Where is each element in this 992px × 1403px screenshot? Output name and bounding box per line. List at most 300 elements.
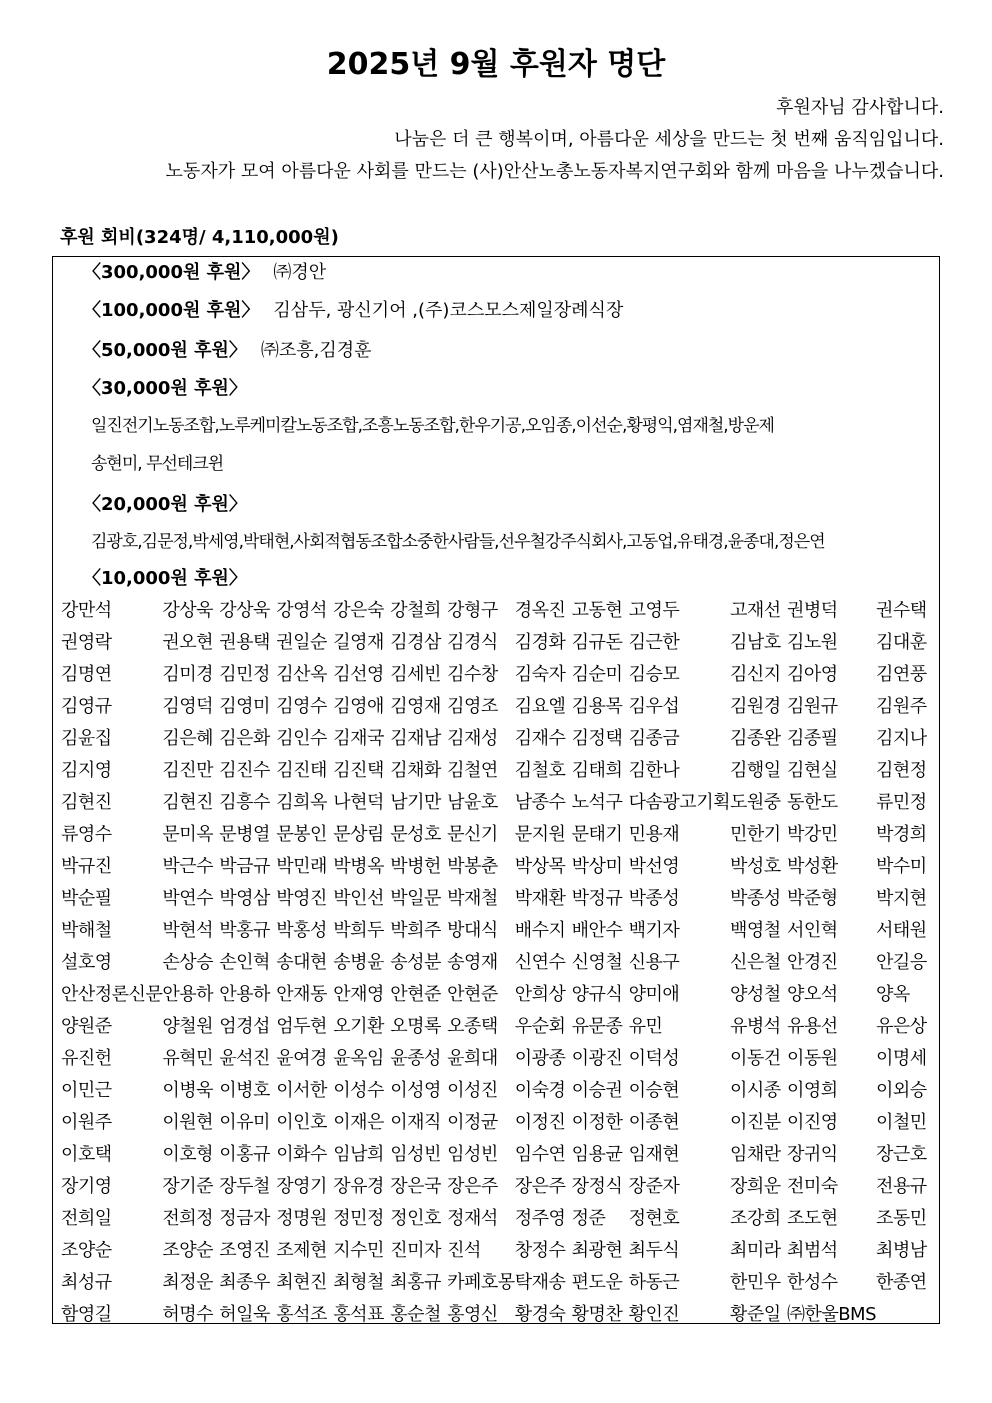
donor-name: 정명원	[276, 1208, 327, 1229]
donor-name: 황준일	[729, 1304, 781, 1325]
donor-name: 강상욱	[162, 600, 213, 621]
donor-name: 김숙자	[514, 664, 566, 685]
donor-name: 김승모	[628, 664, 680, 685]
donor-name: 홍영신	[447, 1304, 498, 1325]
tier-label: 〈20,000원 후원〉	[83, 494, 247, 515]
donor-name: 유민	[628, 1016, 663, 1037]
donor-name: 도원중	[729, 792, 781, 813]
donor-name: 최광현	[571, 1240, 623, 1261]
donor-name: 문상림	[333, 824, 384, 845]
donor-name: 김은혜	[162, 728, 213, 749]
donor-name: 양미애	[628, 984, 680, 1005]
intro-line: 나눔은 더 큰 행복이며, 아름다운 세상을 만드는 첫 번째 움직임입니다.	[394, 129, 944, 150]
donor-name: 박일문	[390, 888, 441, 909]
donor-name: 문지원	[514, 824, 566, 845]
donor-name: 배안수	[571, 920, 623, 941]
donor-name: 박희주	[390, 920, 441, 941]
donor-name: 김지나	[876, 728, 927, 749]
donor-name: 이성영	[390, 1080, 441, 1101]
donor-name: 조제현	[276, 1240, 327, 1261]
donor-name: 장은주	[447, 1176, 498, 1197]
donor-name: ㈜한울BMS	[786, 1304, 877, 1325]
donor-name: 우순회	[514, 1016, 566, 1037]
donor-name: 장은주	[514, 1176, 566, 1197]
section-heading: 후원 회비(324명/ 4,110,000원)	[60, 227, 339, 248]
donor-name: 최병남	[876, 1240, 927, 1261]
tier-300000	[83, 259, 326, 287]
donor-name: 이정한	[571, 1112, 623, 1133]
donor-name: 양철원	[162, 1016, 213, 1037]
tier-names-line: 김광호,김문정,박세영,박태현,사회적협동조합소중한사람들,선우철강주식회사,고동업,유태경,윤종대,정은연	[91, 532, 825, 552]
donor-name: 김은화	[219, 728, 270, 749]
donor-name: 유용선	[786, 1016, 838, 1037]
donor-name: 김한나	[628, 760, 680, 781]
donor-name: 김현실	[786, 760, 838, 781]
donor-name: 박선영	[628, 856, 680, 877]
donor-name: 김남호	[729, 632, 781, 653]
donor-name: 진석	[447, 1240, 481, 1261]
donor-name: 이외승	[876, 1080, 927, 1101]
donor-name: 카페호몽	[447, 1272, 515, 1293]
donor-name: 권병덕	[786, 600, 838, 621]
donor-name: 탁재송	[514, 1272, 566, 1293]
donor-name: 김요엘	[514, 696, 566, 717]
donor-name: 송대현	[276, 952, 327, 973]
donor-name: 박준형	[786, 888, 838, 909]
donor-name: 조동민	[876, 1208, 927, 1229]
donor-name: 하동근	[628, 1272, 680, 1293]
donor-name: 오명록	[390, 1016, 441, 1037]
donor-name: 조영진	[219, 1240, 270, 1261]
donor-name: 김경화	[514, 632, 566, 653]
donor-name: 이동건	[729, 1048, 781, 1069]
donor-name: 이철민	[876, 1112, 927, 1133]
donor-name: 김신지	[729, 664, 781, 685]
donor-name: 박경희	[876, 824, 927, 845]
donor-name: 임채란	[729, 1144, 781, 1165]
donor-name: 전희정	[162, 1208, 213, 1229]
donor-grid-10000	[61, 595, 933, 1331]
donor-name: 장귀익	[786, 1144, 838, 1165]
donor-name: 김영조	[447, 696, 498, 717]
donor-name: 전미숙	[786, 1176, 838, 1197]
donor-name: 손인혁	[219, 952, 270, 973]
donor-name: 동한도	[786, 792, 838, 813]
donor-name: 장기영	[61, 1176, 112, 1197]
donor-name: 김미경	[162, 664, 213, 685]
donor-name: 안용하	[162, 984, 213, 1005]
donor-name: 민한기	[729, 824, 781, 845]
donor-name: 김민정	[219, 664, 270, 685]
donor-name: 장유경	[333, 1176, 384, 1197]
intro-message	[166, 92, 944, 188]
donor-name: 양성철	[729, 984, 781, 1005]
donor-name: 조도현	[786, 1208, 838, 1229]
donor-name: 김연풍	[876, 664, 927, 685]
donor-name: 한종연	[876, 1272, 927, 1293]
donor-name: 안재동	[276, 984, 327, 1005]
donor-name: 이영희	[786, 1080, 838, 1101]
donor-name: 장근호	[876, 1144, 927, 1165]
donor-name: 박성호	[729, 856, 781, 877]
donor-name: 안산정론신문	[61, 984, 163, 1005]
donor-name: 김종완	[729, 728, 781, 749]
donor-name: 문신기	[447, 824, 498, 845]
donor-name: 이재은	[333, 1112, 384, 1133]
tier-10000	[83, 565, 247, 593]
donor-name: 이성수	[333, 1080, 384, 1101]
donor-name: 강만석	[61, 600, 112, 621]
donor-name: 조양순	[162, 1240, 213, 1261]
donor-name: 진미자	[390, 1240, 441, 1261]
donor-name: 박민래	[276, 856, 327, 877]
donor-name: 길영재	[333, 632, 384, 653]
donor-name: 이민근	[61, 1080, 112, 1101]
donor-name: 정주영	[514, 1208, 566, 1229]
donor-name: 강은숙	[333, 600, 384, 621]
donor-name: 김재성	[447, 728, 498, 749]
donor-name: 김재남	[390, 728, 441, 749]
donor-name: 김원주	[876, 696, 927, 717]
donor-name: 정재석	[447, 1208, 498, 1229]
donor-name: 한민우	[729, 1272, 781, 1293]
donor-name: 박병헌	[390, 856, 441, 877]
donor-name: 서태원	[876, 920, 927, 941]
donor-name: 유은상	[876, 1016, 927, 1037]
donor-name: 손상승	[162, 952, 213, 973]
tier-label: 〈30,000원 후원〉	[83, 378, 247, 399]
donor-name: 김아영	[786, 664, 838, 685]
tier-names: 김삼두, 광신기어 ,(주)코스모스제일장례식장	[273, 300, 624, 321]
donor-name: 김산옥	[276, 664, 327, 685]
donor-name: 정금자	[219, 1208, 270, 1229]
donor-name: 유혁민	[162, 1048, 213, 1069]
tier-30000-names	[91, 407, 774, 483]
donor-name: 박연수	[162, 888, 213, 909]
donor-name: 정현호	[628, 1208, 680, 1229]
donor-name: 양규식	[571, 984, 623, 1005]
donor-name: 최정운	[162, 1272, 213, 1293]
donor-name: 경옥진	[514, 600, 566, 621]
donor-name: 정준	[571, 1208, 606, 1229]
donor-name: 박현석	[162, 920, 213, 941]
donor-name: 이병호	[219, 1080, 270, 1101]
donor-name: 박종성	[628, 888, 680, 909]
donor-name: 김영애	[333, 696, 384, 717]
donor-name: 류영수	[61, 824, 112, 845]
tier-100000	[83, 297, 623, 325]
donor-name: 김인수	[276, 728, 327, 749]
donor-name: 윤옥임	[333, 1048, 384, 1069]
donor-name: 박희두	[333, 920, 384, 941]
donor-name: 박지현	[876, 888, 927, 909]
donor-name: 김진만	[162, 760, 213, 781]
donor-name: 유진헌	[61, 1048, 112, 1069]
donor-name: 신은철	[729, 952, 781, 973]
donor-name: 최현진	[276, 1272, 327, 1293]
donor-name: 김노원	[786, 632, 838, 653]
donor-name: 김규돈	[571, 632, 623, 653]
tier-20000-names	[91, 523, 825, 561]
donor-name: 홍석조	[276, 1304, 327, 1325]
donor-name: 박상목	[514, 856, 566, 877]
donor-name: 이성진	[447, 1080, 498, 1101]
donor-name: 이홍규	[219, 1144, 270, 1165]
donor-name: 장기준	[162, 1176, 213, 1197]
donor-name: 홍석표	[333, 1304, 384, 1325]
donor-name: 유문종	[571, 1016, 623, 1037]
donor-name: 김명연	[61, 664, 112, 685]
donor-name: 김우섭	[628, 696, 680, 717]
page-title: 2025년 9월 후원자 명단	[326, 47, 666, 82]
donor-name: 박규진	[61, 856, 112, 877]
intro-line: 노동자가 모여 아름다운 사회를 만드는 (사)안산노총노동자복지연구회와 함께 마음을 나누겠습니다.	[165, 161, 944, 182]
donor-name: 강상욱	[219, 600, 270, 621]
donor-name: 권일순	[276, 632, 327, 653]
donor-name: 김지영	[61, 760, 112, 781]
donor-name: 이병욱	[162, 1080, 213, 1101]
donor-name: 김재국	[333, 728, 384, 749]
intro-line: 후원자님 감사합니다.	[776, 97, 944, 118]
donor-name: 박영진	[276, 888, 327, 909]
donor-name: 김윤집	[61, 728, 112, 749]
donor-name: 김영수	[276, 696, 327, 717]
donor-name: 전용규	[876, 1176, 927, 1197]
donor-name: 이숙경	[514, 1080, 566, 1101]
donor-name: 방대식	[447, 920, 498, 941]
tier-label: 〈300,000원 후원〉	[83, 262, 260, 283]
donor-name: 박영삼	[219, 888, 270, 909]
donor-name: 남기만	[390, 792, 441, 813]
donor-name: 남종수	[514, 792, 566, 813]
donor-name: 박정규	[571, 888, 623, 909]
tier-label: 〈100,000원 후원〉	[83, 300, 260, 321]
tier-50000	[83, 337, 372, 365]
donor-name: 이원주	[61, 1112, 112, 1133]
donor-name: 박강민	[786, 824, 838, 845]
donor-name: 신용구	[628, 952, 680, 973]
donor-name: 이정균	[447, 1112, 498, 1133]
donor-name: 배수지	[514, 920, 566, 941]
donor-name: 윤석진	[219, 1048, 270, 1069]
donor-name: 김수창	[447, 664, 498, 685]
donor-name: 이인호	[276, 1112, 327, 1133]
donor-name: 신영철	[571, 952, 623, 973]
tier-names: ㈜경안	[273, 262, 327, 283]
donor-name: 장정식	[571, 1176, 623, 1197]
donor-name: 이호택	[61, 1144, 112, 1165]
donor-name: 김영재	[390, 696, 441, 717]
donor-name: 이유미	[219, 1112, 270, 1133]
donor-name: 이재직	[390, 1112, 441, 1133]
donor-name: 김원경	[729, 696, 781, 717]
donor-name: 양원준	[61, 1016, 112, 1037]
donor-name: 박근수	[162, 856, 213, 877]
donor-name: 김채화	[390, 760, 441, 781]
donor-name: 김정택	[571, 728, 623, 749]
donor-name: 송성분	[390, 952, 441, 973]
donor-name: 김순미	[571, 664, 623, 685]
donor-name: 이정진	[514, 1112, 566, 1133]
donor-name: 김근한	[628, 632, 680, 653]
donor-name: 강영석	[276, 600, 327, 621]
donor-name: 최홍규	[390, 1272, 441, 1293]
donor-name: 김태희	[571, 760, 623, 781]
donor-name: 임성빈	[447, 1144, 498, 1165]
donor-name: 최형철	[333, 1272, 384, 1293]
donor-name: 이진분	[729, 1112, 781, 1133]
donor-name: 노석구	[571, 792, 623, 813]
donor-name: 류민정	[876, 792, 927, 813]
donor-name: 장준자	[628, 1176, 680, 1197]
donor-name: 박수미	[876, 856, 927, 877]
donor-name: 박상미	[571, 856, 623, 877]
donor-name: 안용하	[219, 984, 270, 1005]
donor-name: 홍순철	[390, 1304, 441, 1325]
donor-name: 윤여경	[276, 1048, 327, 1069]
donor-name: 함영길	[61, 1304, 112, 1325]
donor-name: 이시종	[729, 1080, 781, 1101]
donor-name: 서인혁	[786, 920, 838, 941]
donor-name: 문미옥	[162, 824, 213, 845]
donor-name: 김종필	[786, 728, 838, 749]
donor-name: 다솜광고기획	[628, 792, 730, 813]
donor-name: 김경삼	[390, 632, 441, 653]
donor-name: 김영규	[61, 696, 112, 717]
donor-name: 권오현	[162, 632, 213, 653]
tier-names-line: 일진전기노동조합,노루케미칼노동조합,조흥노동조합,한우기공,오임종,이선순,황평익,염재철,방운제	[91, 416, 774, 436]
donor-name: 유병석	[729, 1016, 781, 1037]
tier-names-line: 송현미, 무선테크윈	[91, 454, 224, 474]
donor-name: 편도운	[571, 1272, 623, 1293]
donor-name: 박봉춘	[447, 856, 498, 877]
tier-label: 〈50,000원 후원〉	[83, 340, 247, 361]
donor-name: 장은국	[390, 1176, 441, 1197]
donor-name: 박종성	[729, 888, 781, 909]
donor-name: 이승현	[628, 1080, 680, 1101]
donor-name: 박병옥	[333, 856, 384, 877]
donor-name: 지수민	[333, 1240, 384, 1261]
donor-name: 강형구	[447, 600, 498, 621]
donor-name: 이광진	[571, 1048, 623, 1069]
donor-name: 양오석	[786, 984, 838, 1005]
donor-name: 허명수	[162, 1304, 213, 1325]
donor-name: 김진수	[219, 760, 270, 781]
donor-name: 정민정	[333, 1208, 384, 1229]
donor-name: 박홍규	[219, 920, 270, 941]
donor-name: 임용균	[571, 1144, 623, 1165]
donor-name: 허일욱	[219, 1304, 270, 1325]
donor-name: 박인선	[333, 888, 384, 909]
donor-name: 한성수	[786, 1272, 838, 1293]
donor-name: 최성규	[61, 1272, 112, 1293]
donor-name: 전희일	[61, 1208, 112, 1229]
donor-name: 윤종성	[390, 1048, 441, 1069]
donor-name: 고동현	[571, 600, 623, 621]
donor-name: 이광종	[514, 1048, 566, 1069]
donor-name: 김선영	[333, 664, 384, 685]
donor-name: 김철호	[514, 760, 566, 781]
donor-name: 박홍성	[276, 920, 327, 941]
donor-name: 송영재	[447, 952, 498, 973]
donor-name: 김현진	[162, 792, 213, 813]
tier-20000	[83, 491, 247, 519]
donor-name: 양옥	[876, 984, 910, 1005]
donor-name: 김진택	[333, 760, 384, 781]
donor-name: 박재환	[514, 888, 566, 909]
donor-name: 황경숙	[514, 1304, 566, 1325]
donor-name: 최미라	[729, 1240, 781, 1261]
donor-name: 김대훈	[876, 632, 927, 653]
donor-name: 황인진	[628, 1304, 680, 1325]
donor-name: 김용목	[571, 696, 623, 717]
donor-name: 고재선	[729, 600, 781, 621]
donor-name: 엄경섭	[219, 1016, 270, 1037]
donor-name: 박금규	[219, 856, 270, 877]
donor-name: 오종택	[447, 1016, 498, 1037]
donor-name: 김진태	[276, 760, 327, 781]
donor-name: 이명세	[876, 1048, 927, 1069]
donor-name: 김행일	[729, 760, 781, 781]
tier-names: ㈜조흥,김경훈	[260, 340, 372, 361]
donor-name: 이호형	[162, 1144, 213, 1165]
donor-name: 김원규	[786, 696, 838, 717]
donor-name: 남윤호	[447, 792, 498, 813]
donor-name: 박성환	[786, 856, 838, 877]
donor-name: 민용재	[628, 824, 680, 845]
donor-name: 김재수	[514, 728, 566, 749]
donor-name: 문태기	[571, 824, 623, 845]
donor-name: 임재현	[628, 1144, 680, 1165]
donor-name: 이종현	[628, 1112, 680, 1133]
tier-30000	[83, 375, 247, 403]
donor-name: 백영철	[729, 920, 781, 941]
donor-name: 안길응	[876, 952, 927, 973]
tier-label: 〈10,000원 후원〉	[83, 568, 247, 589]
donor-name: 이동원	[786, 1048, 838, 1069]
donor-name: 이진영	[786, 1112, 838, 1133]
donor-name: 김희옥	[276, 792, 327, 813]
donor-name: 박순필	[61, 888, 112, 909]
donor-name: 김영미	[219, 696, 270, 717]
donor-name: 김종금	[628, 728, 680, 749]
donor-name: 김현정	[876, 760, 927, 781]
donor-name: 윤희대	[447, 1048, 498, 1069]
donor-name: 임남희	[333, 1144, 384, 1165]
donor-name: 조강희	[729, 1208, 781, 1229]
donor-name: 박해철	[61, 920, 112, 941]
donor-name: 조양순	[61, 1240, 112, 1261]
donor-name: 안현준	[447, 984, 498, 1005]
donor-name: 나현덕	[333, 792, 384, 813]
donor-name: 김세빈	[390, 664, 441, 685]
donor-name: 권용택	[219, 632, 270, 653]
donor-name: 권영락	[61, 632, 112, 653]
donor-name: 안경진	[786, 952, 838, 973]
donor-name: 장희운	[729, 1176, 781, 1197]
donor-name: 황명찬	[571, 1304, 623, 1325]
donor-name: 강철희	[390, 600, 441, 621]
donor-name: 문봉인	[276, 824, 327, 845]
donor-name: 권수택	[876, 600, 927, 621]
donor-name: 창정수	[514, 1240, 566, 1261]
donor-name: 이화수	[276, 1144, 327, 1165]
donor-name: 고영두	[628, 600, 680, 621]
donor-name: 임성빈	[390, 1144, 441, 1165]
donor-name: 이서한	[276, 1080, 327, 1101]
donor-name: 김철연	[447, 760, 498, 781]
donor-name: 안희상	[514, 984, 566, 1005]
